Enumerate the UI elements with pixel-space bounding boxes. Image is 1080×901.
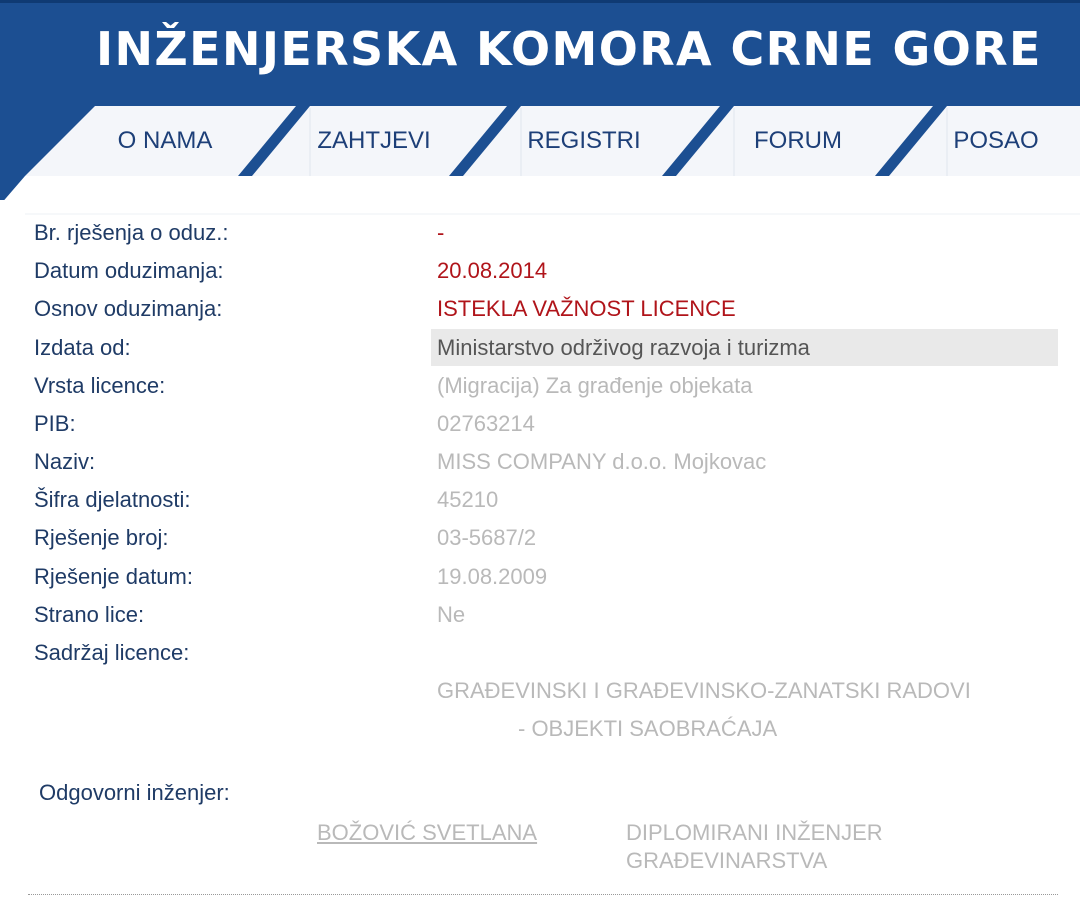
nav-item-forum[interactable]: FORUM — [754, 127, 842, 154]
label-vrsta-licence: Vrsta licence: — [34, 373, 166, 398]
label-br-rjesenja: Br. rješenja o oduz.: — [34, 220, 229, 245]
label-naziv: Naziv: — [34, 449, 96, 474]
section-divider — [28, 894, 1058, 895]
label-rjesenje-broj: Rješenje broj: — [34, 525, 169, 550]
label-izdata-od: Izdata od: — [34, 335, 131, 360]
label-odgovorni-inzenjer: Odgovorni inženjer: — [39, 780, 230, 805]
label-rjesenje-datum: Rješenje datum: — [34, 564, 193, 589]
license-content-line-2: - OBJEKTI SAOBRAĆAJA — [518, 716, 778, 741]
value-rjesenje-datum: 19.08.2009 — [437, 564, 548, 589]
value-osnov-oduzimanja: ISTEKLA VAŽNOST LICENCE — [437, 296, 736, 321]
value-vrsta-licence: (Migracija) Za građenje objekata — [437, 373, 753, 398]
label-osnov-oduzimanja: Osnov oduzimanja: — [34, 296, 223, 321]
value-naziv: MISS COMPANY d.o.o. Mojkovac — [437, 449, 767, 474]
label-strano-lice: Strano lice: — [34, 602, 145, 627]
value-rjesenje-broj: 03-5687/2 — [437, 525, 537, 550]
value-datum-oduzimanja: 20.08.2014 — [437, 258, 548, 283]
nav-item-posao[interactable]: POSAO — [953, 127, 1039, 154]
label-datum-oduzimanja: Datum oduzimanja: — [34, 258, 224, 283]
engineer-title-line-2: GRAĐEVINARSTVA — [626, 848, 828, 873]
label-sifra-djelatnosti: Šifra djelatnosti: — [34, 487, 191, 512]
label-pib: PIB: — [34, 411, 76, 436]
nav-item-o-nama[interactable]: O NAMA — [117, 127, 213, 154]
value-izdata-od: Ministarstvo održivog razvoja i turizma — [437, 335, 810, 360]
value-pib: 02763214 — [437, 411, 535, 436]
nav-item-registri[interactable]: REGISTRI — [527, 127, 641, 154]
value-strano-lice: Ne — [437, 602, 466, 627]
nav-item-zahtjevi[interactable]: ZAHTJEVI — [317, 127, 431, 154]
value-sifra-djelatnosti: 45210 — [437, 487, 499, 512]
value-br-rjesenja: - — [437, 220, 445, 245]
label-sadrzaj-licence: Sadržaj licence: — [34, 640, 190, 665]
engineer-name-link[interactable]: BOŽOVIĆ SVETLANA — [317, 820, 538, 845]
license-content-line-1: GRAĐEVINSKI I GRAĐEVINSKO-ZANATSKI RADOVI — [437, 678, 971, 703]
engineer-title-line-1: DIPLOMIRANI INŽENJER — [626, 820, 883, 845]
site-title[interactable]: INŽENJERSKA KOMORA CRNE GORE — [96, 22, 1042, 76]
